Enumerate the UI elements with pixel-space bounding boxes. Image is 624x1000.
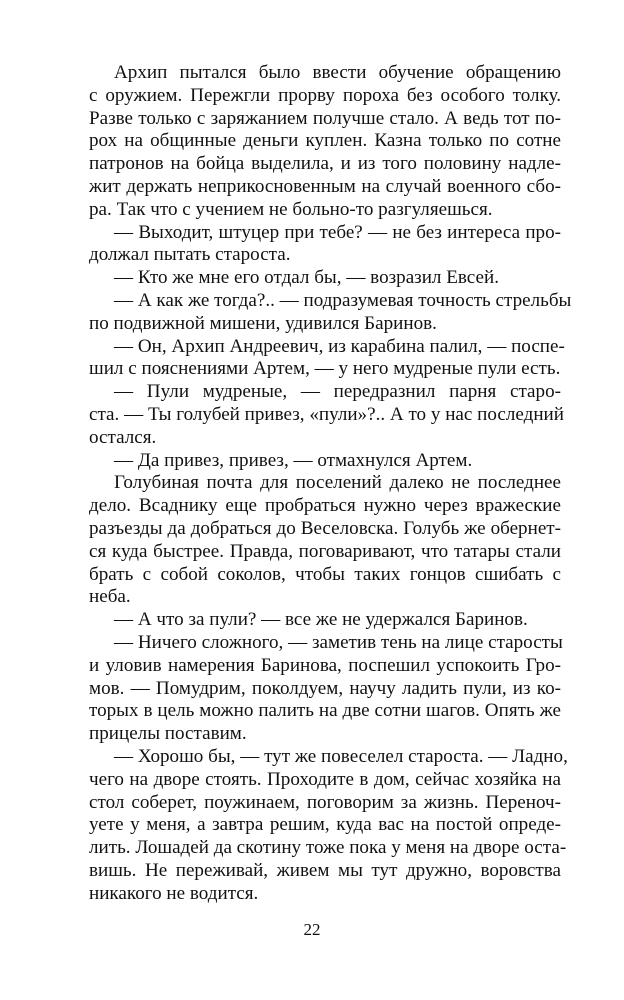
text-line: уете у меня, а завтра решим, куда вас на постой опреде- bbox=[89, 814, 561, 836]
text-line: — А что за пули? — все же не удержался Баринов. bbox=[114, 609, 528, 631]
text-line: ра. Так что с учением не больно-то разгуляешься. bbox=[89, 198, 493, 220]
text-line: остался. bbox=[89, 426, 157, 448]
page-number: 22 bbox=[303, 920, 321, 939]
text-line: брать с собой соколов, чтобы таких гонцов сшибать с bbox=[89, 563, 561, 585]
paragraph bbox=[89, 632, 561, 746]
text-line: ста. — Ты голубей привез, «пули»?.. А то у нас последний bbox=[89, 403, 564, 425]
text-line: жит держать неприкосновенным на случай военного сбо- bbox=[89, 175, 561, 197]
paragraph bbox=[89, 267, 561, 290]
text-line: — Выходит, штуцер при тебе? — не без интереса про- bbox=[114, 221, 561, 243]
text-line: ся куда быстрее. Правда, поговаривают, что татары стали bbox=[89, 540, 561, 562]
text-line: чего на дворе стоять. Проходите в дом, сейчас хозяйка на bbox=[89, 768, 561, 790]
text-line: Разве только с заряжанием получше стало. А ведь тот по- bbox=[89, 107, 561, 129]
text-line: и уловив намерения Баринова, поспешил успокоить Гро- bbox=[89, 654, 561, 676]
text-line: лить. Лошадей да скотину тоже пока у меня на дворе оста- bbox=[89, 837, 567, 859]
paragraph bbox=[89, 450, 561, 473]
text-line: дело. Всаднику еще пробраться нужно через вражеские bbox=[89, 495, 561, 517]
text-line: по подвижной мишени, удивился Баринов. bbox=[89, 312, 437, 334]
text-line: мов. — Помудрим, поколдуем, научу ладить пули, из ко- bbox=[89, 677, 561, 699]
text-line: неба. bbox=[89, 586, 131, 608]
text-line: — Пули мудреные, — передразнил парня старо- bbox=[114, 381, 561, 403]
paragraph bbox=[89, 609, 561, 632]
paragraph bbox=[89, 289, 572, 336]
paragraph bbox=[89, 745, 568, 906]
paragraph bbox=[89, 62, 561, 222]
text-line: патронов на бойца выделила, и из того половину надле- bbox=[89, 153, 561, 175]
paragraph bbox=[89, 335, 565, 382]
paragraph bbox=[89, 472, 561, 609]
page-text bbox=[89, 62, 572, 905]
text-line: с оружием. Пережгли прорву пороха без особого толку. bbox=[89, 84, 561, 106]
text-line: Голубиная почта для поселений далеко не последнее bbox=[114, 472, 561, 494]
text-line: — Да привез, привез, — отмахнулся Артем. bbox=[114, 449, 473, 471]
text-line: вишь. Не переживай, живем мы тут дружно, воровства bbox=[89, 859, 561, 881]
text-line: стол соберет, поужинаем, поговорим за жизнь. Переноч- bbox=[89, 791, 561, 813]
text-line: — Ничего сложного, — заметив тень на лице старосты bbox=[114, 631, 563, 653]
text-line: — Кто же мне его отдал бы, — возразил Евсей. bbox=[114, 267, 499, 289]
paragraph bbox=[89, 381, 564, 449]
text-line: — Хорошо бы, — тут же повеселел староста. — Ладно, bbox=[114, 745, 568, 767]
text-line: должал пытать староста. bbox=[89, 244, 291, 266]
text-line: — А как же тогда?.. — подразумевая точность стрельбы bbox=[114, 289, 572, 311]
text-line: никакого не водится. bbox=[89, 882, 259, 904]
text-line: рох на общинные деньги куплен. Казна только по сотне bbox=[89, 130, 561, 152]
text-line: разъезды да добраться до Веселовска. Голубь же обернет- bbox=[89, 517, 561, 539]
text-line: — Он, Архип Андреевич, из карабина палил, — поспе- bbox=[114, 335, 565, 357]
text-line: Архип пытался было ввести обучение обращению bbox=[114, 62, 561, 83]
text-line: торых в цель можно палить на две сотни шагов. Опять же bbox=[89, 700, 561, 722]
paragraph bbox=[89, 222, 561, 268]
text-line: шил с пояснениями Артем, — у него мудреные пули есть. bbox=[89, 358, 561, 380]
text-line: прицелы поставим. bbox=[89, 723, 247, 745]
